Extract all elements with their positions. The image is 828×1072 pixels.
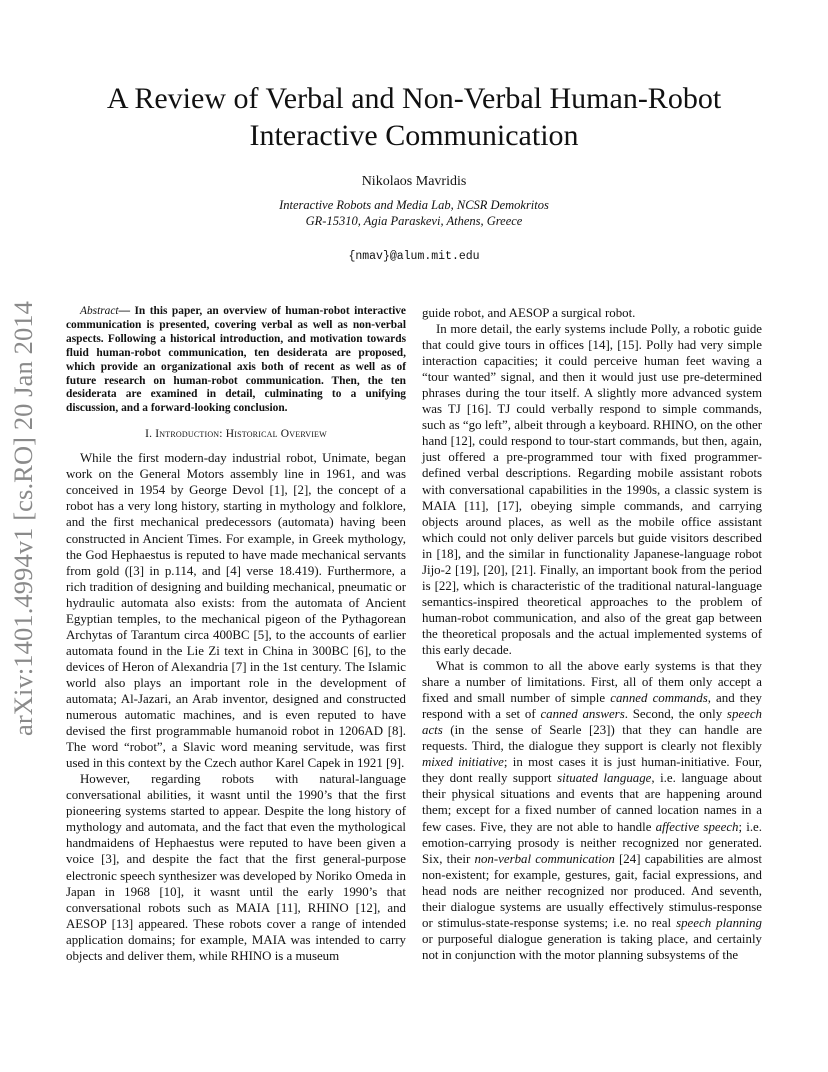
p4-italic-canned-answers: canned answers — [540, 707, 625, 722]
section-number: I. — [145, 428, 153, 441]
arxiv-id-text: arXiv:1401.4994v1 [cs.RO] 20 Jan 2014 — [7, 300, 38, 736]
abstract-text: In this paper, an overview of human-robot interactive communication is presented, covering verbal as well as non-verbal aspects. Following a historical introduction, and motivation towards fluid human-robot communication, ten desiderata are proposed, which provide an organizational axis both of recent as well as of future research on human-robot communication. Then, the ten desiderata are examined in detail, culminating to a unifying discussion, and a forward-looking conclusion. — [66, 305, 406, 415]
p4-text-i: or purposeful dialogue generation is taking place, and certainly not in conjunction with the motor planning subsystems of the — [422, 931, 762, 962]
p4-italic-mixed-initiative: mixed initiative — [422, 755, 504, 770]
p4-text-c: . Second, the only — [624, 707, 727, 722]
section-title: Introduction: Historical Overview — [155, 428, 327, 441]
abstract — [66, 305, 406, 416]
author-email: {nmav}@alum.mit.edu — [348, 250, 480, 263]
p4-text-f: , i.e. language about their physical situations and events that are happening around them; except for a fixed number of canned location names in a few cases. Five, they are not able to handle — [422, 771, 762, 834]
p4-text-g: ; i.e. emotion-carrying prosody is neither recognized nor generated. Six, their — [422, 819, 762, 866]
affiliation-line-1: Interactive Robots and Media Lab, NCSR Demokritos — [279, 198, 549, 212]
p4-italic-canned-commands: canned commands — [610, 691, 708, 706]
arxiv-identifier-stamp — [3, 268, 43, 768]
p4-text-h: [24] capabilities are almost non-existent; for example, gestures, gait, facial expressions, and head nods are neither recognized nor produced. And seventh, their dialogue systems are usually effectively stimulus-response or stimulus-state-response systems; i.e. no real — [422, 851, 762, 930]
p4-text-a: What is common to all the above early systems is that they share a number of limitations. First, all of them only accept a fixed and small number of simple — [422, 659, 762, 706]
p4-italic-speech-acts: speech acts — [422, 707, 762, 738]
right-column — [422, 305, 762, 963]
p4-text-d: (in the sense of Searle [23]) that they can handle are requests. Third, the dialogue they support is clearly not flexibly — [422, 723, 762, 754]
abstract-label: Abstract — [80, 305, 119, 317]
paper-title: A Review of Verbal and Non-Verbal Human-Robot Interactive Communication — [106, 82, 722, 152]
p4-text-b: , and they respond with a set of — [422, 691, 762, 722]
author-name: Nikolaos Mavridis — [361, 174, 467, 189]
paragraph-3: In more detail, the early systems include Polly, a robotic guide that could give tours in offices [14], [15]. Polly had very simple interaction capacities; it could perceive human feet waving a “tour wanted” signal, and then it would just use pre-determined phrases during the tour itself. A slightly more advanced system was TJ [16]. TJ could verbally respond to simple commands, such as “go left”, albeit through a keyboard. RHINO, on the other hand [12], could respond to tour-start commands, but then, again, just offered a pre-programmed tour with fixed programmer-defined verbal descriptions. Regarding mobile assistant robots with conversational capabilities in the 1990s, a classic system is MAIA [11], [17], obeying simple commands, and carrying objects around places, as well as the mobile office assistant which could not only deliver parcels but guide visitors described in [18], and the similar in functionality Japanese-language robot Jijo-2 [19], [20], [21]. Finally, an important book from the period is [22], which is characteristic of the traditional natural-language semantics-inspired theoretical approaches to the problem of human-robot communication, and also of the great gap between the theoretical proposals and the actual implemented systems of this early decade. — [422, 322, 762, 657]
paragraph-2: However, regarding robots with natural-language conversational abilities, it wasnt until the 1990’s that the first pioneering systems started to appear. Despite the long history of mythology and automata, and the fact that even the mythological handmaidens of Hephaestus were reputed to have been given a voice [3], and despite the fact that the first general-purpose electronic speech synthesizer was developed by Noriko Omeda in Japan in 1968 [10], it wasnt until the early 1990’s that conversational robots such as MAIA [11], RHINO [12], and AESOP [13] appeared. These robots cover a range of intended application domains; for example, MAIA was intended to carry objects and deliver them, while RHINO is a museum — [66, 772, 406, 963]
paragraph-2-continued: guide robot, and AESOP a surgical robot. — [422, 306, 636, 320]
p4-italic-non-verbal-communication: non-verbal communication — [474, 851, 615, 866]
p4-italic-speech-planning: speech planning — [676, 915, 762, 930]
p4-italic-affective-speech: affective speech — [655, 819, 739, 834]
p4-text-e: ; in most cases it is just human-initiative. Four, they dont really support — [422, 755, 762, 786]
paragraph-1: While the first modern-day industrial robot, Unimate, began work on the General Motors assembly line in 1961, and was conceived in 1954 by George Devol [1], [2], the concept of a robot has a very long history, starting in mythology and folklore, and the first mechanical predecessors (automata) having been constructed in Ancient Times. For example, in Greek mythology, the God Hephaestus is reputed to have made mechanical servants from gold ([3] in p.114, and [4] verse 18.419). Furthermore, a rich tradition of designing and building mechanical, pneumatic or hydraulic automata also exists: from the automata of Ancient Egyptian temples, to the mechanical pigeon of the Pythagorean Archytas of Tarantum circa 400BC [5], to the accounts of earlier automata found in the Lie Zi text in China in 300BC [6], to the devices of Heron of Alexandria [7] in the 1st century. The Islamic world also plays an important role in the development of automata; Al-Jazari, an Arab inventor, designed and constructed numerous automatic machines, and is even reputed to have devised the first programmable humanoid robot in 1206AD [8]. The word “robot”, a Slavic word meaning servitude, was first used in this context by the Czech author Karel Capek in 1921 [9]. — [66, 451, 406, 771]
left-column — [66, 305, 406, 964]
affiliation-line-2: GR-15310, Agia Paraskevi, Athens, Greece — [305, 214, 523, 228]
section-heading — [66, 426, 406, 442]
abstract-dash: — — [118, 305, 135, 317]
paragraph-4 — [422, 658, 762, 963]
p4-italic-situated-language: situated language — [557, 771, 652, 786]
